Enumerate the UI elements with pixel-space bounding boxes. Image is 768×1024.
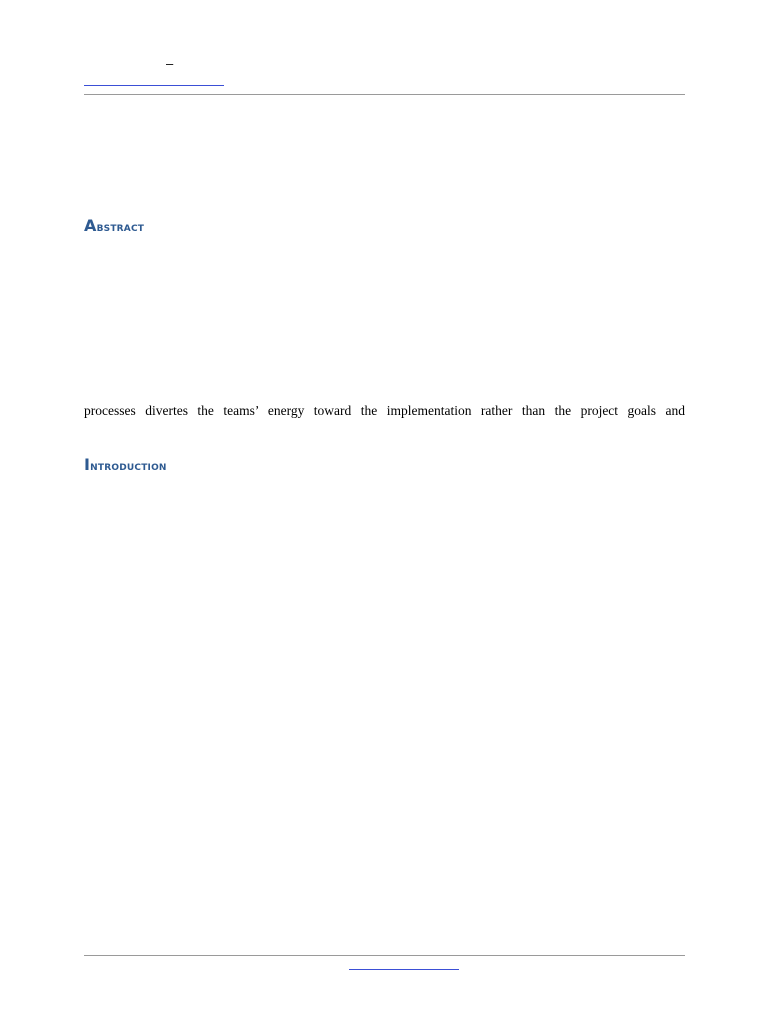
header-rule [84,94,685,95]
body-text-line: processes divertes the teams’ energy toward the implementation rather than the project goals and [84,403,685,418]
footer-link-underline[interactable] [349,969,459,970]
introduction-heading-text: Introduction [84,455,167,474]
header-dash: – [166,56,174,71]
abstract-heading-text: Abstract [84,216,145,235]
footer-rule [84,955,685,956]
introduction-heading [84,455,167,474]
header-link-underline[interactable] [84,85,224,86]
abstract-heading [84,216,144,235]
